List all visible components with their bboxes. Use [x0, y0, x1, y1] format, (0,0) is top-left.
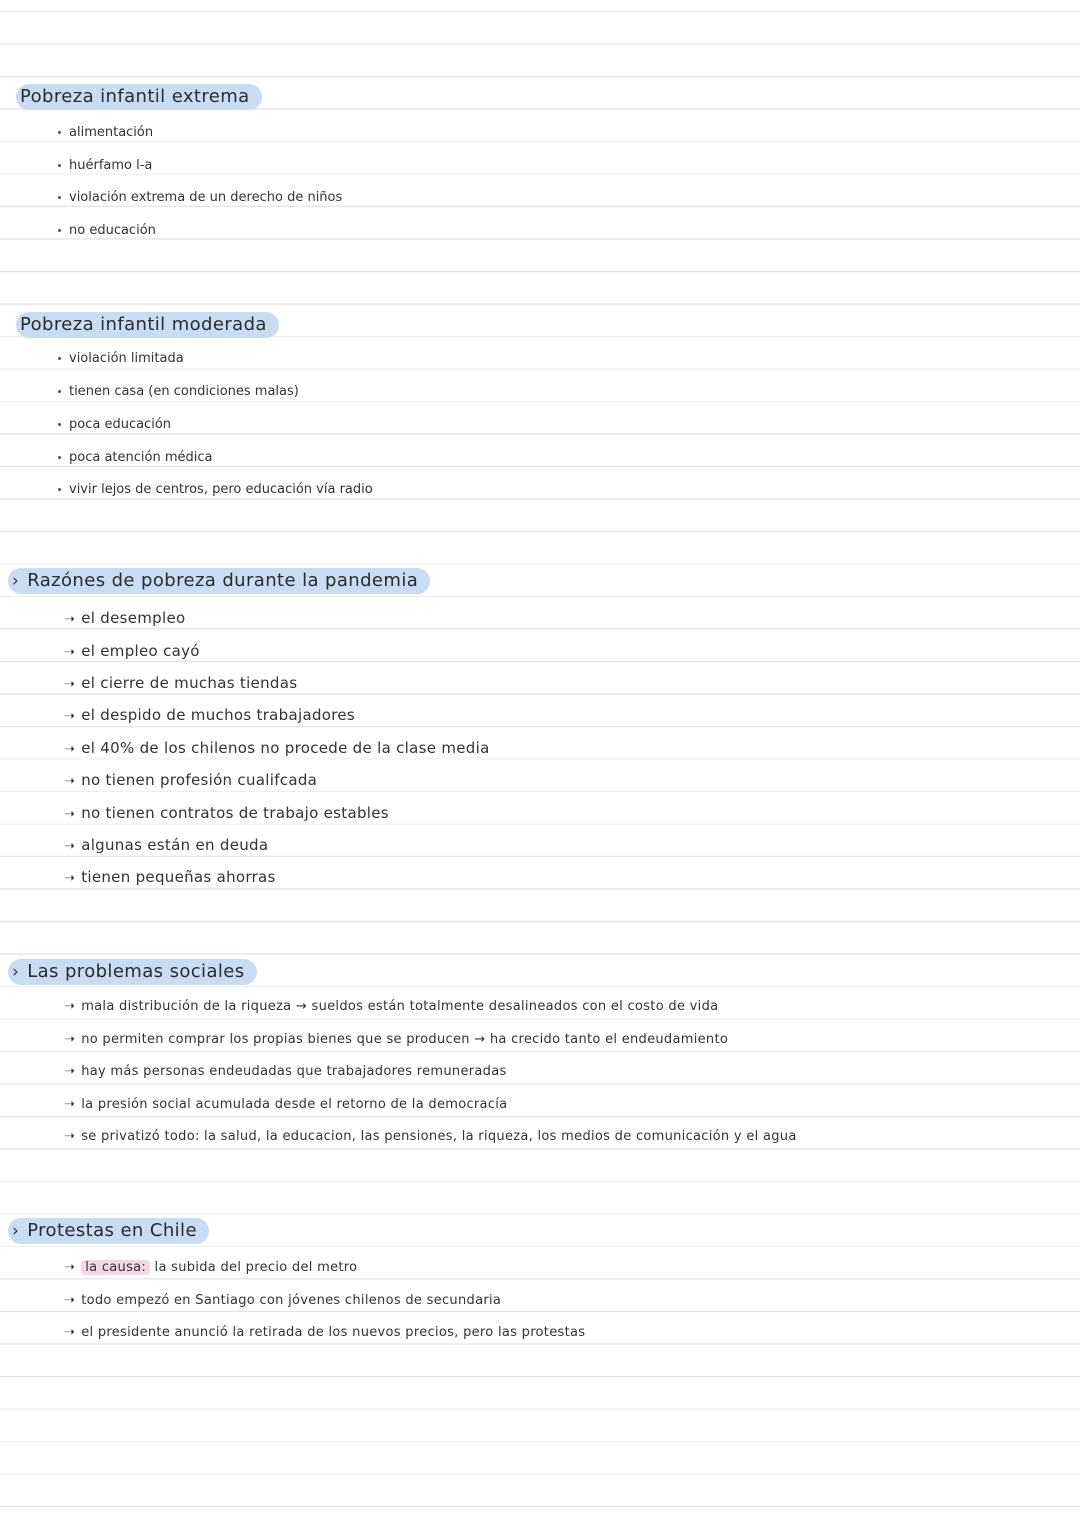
bullet-dot-icon — [58, 357, 61, 360]
arrow-right-icon: ➝ — [64, 1325, 76, 1340]
arrow-right-icon: ➝ — [64, 807, 76, 822]
bullet-dot-icon — [58, 488, 61, 491]
arrow-right-icon: ➝ — [64, 839, 76, 854]
bullet-dot-icon — [58, 390, 61, 393]
arrow-right-icon: ➝ — [64, 871, 76, 886]
section-title-protestas — [8, 1218, 209, 1244]
section-title-text: Razónes de pobreza durante la pandemia — [27, 570, 419, 591]
chevron-right-icon: › — [12, 962, 20, 982]
section-title-moderada — [16, 312, 279, 338]
list-item: ➝ no tienen profesión cualifcada — [64, 770, 317, 792]
list-item: ➝ hay más personas endeudadas que trabajadores remuneradas — [64, 1062, 507, 1082]
list-item: ➝ todo empezó en Santiago con jóvenes chilenos de secundaria — [64, 1291, 501, 1311]
bullet-dot-icon — [58, 229, 61, 232]
causa-text: la subida del precio del metro — [154, 1260, 358, 1275]
chevron-right-icon: › — [12, 571, 20, 591]
arrow-right-icon: ➝ — [64, 774, 76, 789]
list-item: poca educación — [58, 416, 171, 434]
section-title-text: Pobreza infantil extrema — [20, 86, 250, 107]
list-item: ➝ algunas están en deuda — [64, 835, 268, 857]
arrow-right-icon: ➝ — [64, 1097, 76, 1112]
arrow-right-icon: ➝ — [64, 742, 76, 757]
section-title-text: Pobreza infantil moderada — [20, 314, 267, 335]
list-item: alimentación — [58, 124, 153, 142]
arrow-right-icon: ➝ — [64, 1032, 76, 1047]
section-title-text: Protestas en Chile — [27, 1220, 197, 1241]
section-title-extrema — [16, 84, 262, 110]
bullet-dot-icon — [58, 196, 61, 199]
arrow-right-icon: ➝ — [64, 1129, 76, 1144]
list-item: ➝ la presión social acumulada desde el retorno de la democracía — [64, 1095, 507, 1115]
list-item: ➝ no permiten comprar los propias bienes que se producen → ha crecido tanto el endeudamiento — [64, 1030, 728, 1050]
arrow-right-icon: ➝ — [64, 1260, 76, 1275]
arrow-right-icon: ➝ — [64, 645, 76, 660]
list-item: violación limitada — [58, 350, 184, 368]
arrow-right-icon: ➝ — [64, 612, 76, 627]
list-item: huérfamo l-a — [58, 157, 152, 175]
list-item: vivir lejos de centros, pero educación vía radio — [58, 481, 373, 499]
arrow-right-icon: ➝ — [64, 709, 76, 724]
list-item: ➝ se privatizó todo: la salud, la educacion, las pensiones, la riqueza, los medios de comunicación y el agua — [64, 1127, 797, 1147]
list-item: ➝ el presidente anunció la retirada de los nuevos precios, pero las protestas — [64, 1323, 585, 1343]
list-item: ➝ el 40% de los chilenos no procede de la clase media — [64, 738, 490, 760]
list-item — [64, 1258, 357, 1278]
bullet-dot-icon — [58, 456, 61, 459]
bullet-dot-icon — [58, 131, 61, 134]
list-item: ➝ mala distribución de la riqueza → sueldos están totalmente desalineados con el costo de vida — [64, 997, 718, 1017]
arrow-right-icon: ➝ — [64, 1064, 76, 1079]
list-item: ➝ el despido de muchos trabajadores — [64, 705, 355, 727]
chevron-right-icon: › — [12, 1221, 20, 1241]
list-item: ➝ el cierre de muchas tiendas — [64, 673, 297, 695]
section-title-sociales — [8, 959, 257, 985]
list-item: ➝ el empleo cayó — [64, 641, 200, 663]
list-item: violación extrema de un derecho de niños — [58, 189, 342, 207]
arrow-right-icon: ➝ — [64, 999, 76, 1014]
list-item: ➝ el desempleo — [64, 608, 185, 630]
section-title-pandemia — [8, 568, 430, 594]
list-item: poca atención médica — [58, 449, 212, 467]
bullet-dot-icon — [58, 164, 61, 167]
section-title-text: Las problemas sociales — [27, 961, 245, 982]
list-item: ➝ no tienen contratos de trabajo estables — [64, 803, 389, 825]
arrow-right-icon: ➝ — [64, 677, 76, 692]
list-item: tienen casa (en condiciones malas) — [58, 383, 299, 401]
arrow-right-icon: ➝ — [64, 1293, 76, 1308]
list-item: no educación — [58, 222, 156, 240]
causa-label: la causa: — [81, 1260, 150, 1275]
list-item: ➝ tienen pequeñas ahorras — [64, 867, 276, 889]
bullet-dot-icon — [58, 423, 61, 426]
